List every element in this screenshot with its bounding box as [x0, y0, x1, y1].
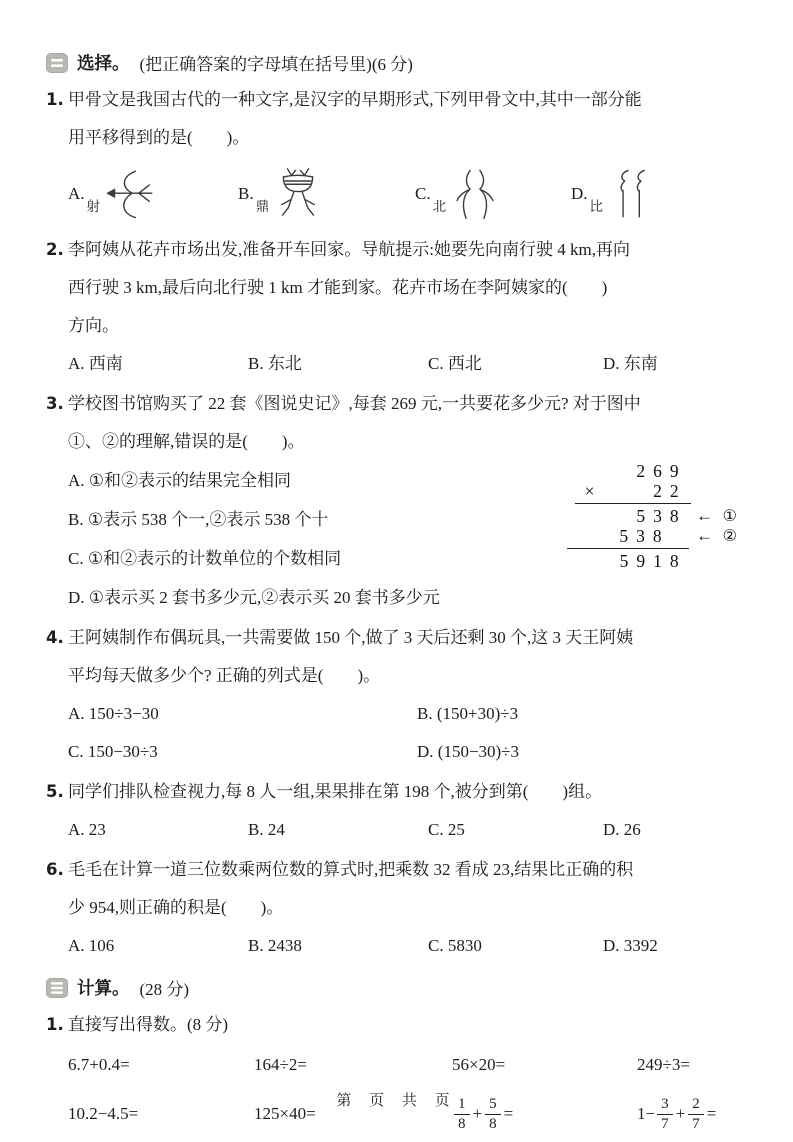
option-b: B. ①表示 538 个一,②表示 538 个十 [68, 510, 329, 529]
calc-expression: 249÷3= [637, 1055, 690, 1074]
option-d [571, 165, 753, 223]
question-5-options [68, 811, 753, 849]
calc-expression: 6.7+0.4= [68, 1055, 130, 1074]
question-text-line: 方向。 [68, 316, 119, 335]
calc-expression: 56×20= [452, 1055, 506, 1074]
option-d: D. ①表示买 2 套书多少元,②表示买 20 套书多少元 [68, 588, 440, 607]
option-c [415, 165, 571, 223]
question-3 [46, 385, 753, 617]
question-1-options [68, 159, 753, 229]
final-product: 5918 [619, 550, 687, 571]
question-text-line: 用平移得到的是( )。 [68, 128, 250, 147]
option-b: B. 24 [248, 820, 285, 839]
calc-subsection-1 [46, 1006, 753, 1142]
question-text-line: 李阿姨从花卉市场出发,准备开车回家。导航提示:她要先向南行驶 4 km,再向 [68, 240, 630, 259]
question-text-line: 平均每天做多少个? 正确的列式是( )。 [68, 666, 381, 685]
leading-term: 1− [637, 1104, 656, 1123]
option-character: 射 [86, 199, 101, 214]
numerator: 5 [485, 1096, 501, 1115]
choice-section-header [46, 50, 753, 75]
question-5 [46, 773, 753, 849]
option-d: D. 3392 [603, 936, 658, 955]
equals-sign: = [503, 1104, 514, 1123]
multiplicand: 269 [636, 460, 687, 481]
numerator: 1 [454, 1096, 470, 1115]
operator: + [675, 1104, 686, 1123]
oracle-back-to-back-figures-icon [449, 165, 501, 223]
question-6 [46, 851, 753, 965]
partial-product-1: 538 [636, 505, 687, 526]
option-a: A. ①和②表示的结果完全相同 [68, 471, 292, 490]
calc-row-1 [68, 1044, 753, 1086]
option-c: C. 西北 [428, 354, 482, 373]
option-b: B. (150+30)÷3 [417, 704, 519, 723]
question-text-line: ①、②的理解,错误的是( )。 [68, 432, 305, 451]
denominator: 8 [489, 1115, 497, 1132]
subsection-number: 1. [46, 1015, 64, 1034]
question-text-line: 甲骨文是我国古代的一种文字,是汉字的早期形式,下列甲骨文中,其中一部分能 [68, 90, 642, 109]
question-text-line: 西行驶 3 km,最后向北行驶 1 km 才能到家。花卉市场在李阿姨家的( ) [68, 278, 608, 297]
question-2-options [68, 345, 753, 383]
partial-product-2: 538 [619, 525, 670, 546]
circled-one-label: ① [722, 508, 737, 525]
option-character: 北 [432, 199, 447, 214]
option-a: A. 106 [68, 936, 115, 955]
operator: + [472, 1104, 483, 1123]
option-d: D. (150−30)÷3 [417, 742, 520, 761]
oracle-bow-arrow-icon [103, 165, 155, 223]
option-a: A. 150÷3−30 [68, 704, 159, 723]
left-arrow-icon: ← [696, 506, 714, 525]
question-text-line: 同学们排队检查视力,每 8 人一组,果果排在第 198 个,被分到第( )组。 [68, 782, 603, 801]
option-letter: B. [238, 184, 254, 203]
question-4-options-row-2 [68, 733, 753, 771]
option-a: A. 23 [68, 820, 106, 839]
question-number: 5. [46, 782, 64, 801]
section-three-badge-icon [46, 978, 68, 998]
circled-two-label: ② [722, 528, 737, 545]
question-1 [46, 81, 753, 229]
calc-section-header [46, 975, 753, 1000]
option-c: C. 5830 [428, 936, 482, 955]
option-d: D. 26 [603, 820, 641, 839]
option-c: C. ①和②表示的计数单位的个数相同 [68, 549, 342, 568]
calc-expression: 10.2−4.5= [68, 1104, 139, 1123]
option-c: C. 25 [428, 820, 465, 839]
question-4-options-row-1 [68, 695, 753, 733]
left-arrow-icon: ← [696, 526, 714, 545]
option-letter: D. [571, 184, 588, 203]
denominator: 8 [458, 1115, 466, 1132]
question-text-line: 王阿姨制作布偶玩具,一共需要做 150 个,做了 3 天后还剩 30 个,这 3 天王阿姨 [68, 628, 634, 647]
question-text-line: 少 954,则正确的积是( )。 [68, 898, 284, 917]
question-number: 1. [46, 90, 64, 109]
question-number: 3. [46, 394, 64, 413]
option-b [238, 165, 415, 223]
option-b: B. 东北 [248, 354, 302, 373]
numerator: 2 [688, 1096, 704, 1115]
rule-line [567, 548, 689, 549]
denominator: 7 [692, 1115, 700, 1132]
option-letter: C. [415, 184, 431, 203]
denominator: 7 [661, 1115, 669, 1132]
page-footer: 第 页 共 页 [336, 1093, 457, 1109]
option-c: C. 150−30÷3 [68, 742, 158, 761]
section-title: 计算。 [77, 979, 130, 999]
subsection-title: 直接写出得数。(8 分) [68, 1015, 229, 1034]
equals-sign: = [706, 1104, 717, 1123]
question-2 [46, 231, 753, 383]
oracle-side-by-side-figures-icon [606, 165, 658, 223]
option-a [68, 165, 238, 223]
section-note: (把正确答案的字母填在括号里)(6 分) [139, 55, 413, 74]
question-number: 4. [46, 628, 64, 647]
section-title: 选择。 [77, 54, 130, 74]
multiply-sign: × [584, 481, 595, 501]
option-letter: A. [68, 184, 85, 203]
numerator: 3 [657, 1096, 673, 1115]
question-number: 6. [46, 860, 64, 879]
question-text-line: 毛毛在计算一道三位数乘两位数的算式时,把乘数 32 看成 23,结果比正确的积 [68, 860, 634, 879]
option-a: A. 西南 [68, 354, 123, 373]
section-note: (28 分) [139, 980, 190, 999]
question-text-line: 学校图书馆购买了 22 套《图说史记》,每套 269 元,一共要花多少元? 对于图中 [68, 394, 641, 413]
oracle-ding-vessel-icon [272, 165, 324, 223]
question-6-options [68, 927, 753, 965]
option-character: 鼎 [255, 199, 270, 214]
rule-line [575, 503, 691, 504]
calc-expression: 164÷2= [254, 1055, 307, 1074]
question-number: 2. [46, 240, 64, 259]
option-character: 比 [589, 199, 604, 214]
option-d: D. 东南 [603, 354, 658, 373]
column-multiplication-figure [583, 461, 737, 571]
option-b: B. 2438 [248, 936, 302, 955]
multiplier: 22 [653, 480, 687, 501]
calc-expression: 125×40= [254, 1104, 316, 1123]
question-4 [46, 619, 753, 771]
section-two-badge-icon [46, 53, 68, 73]
